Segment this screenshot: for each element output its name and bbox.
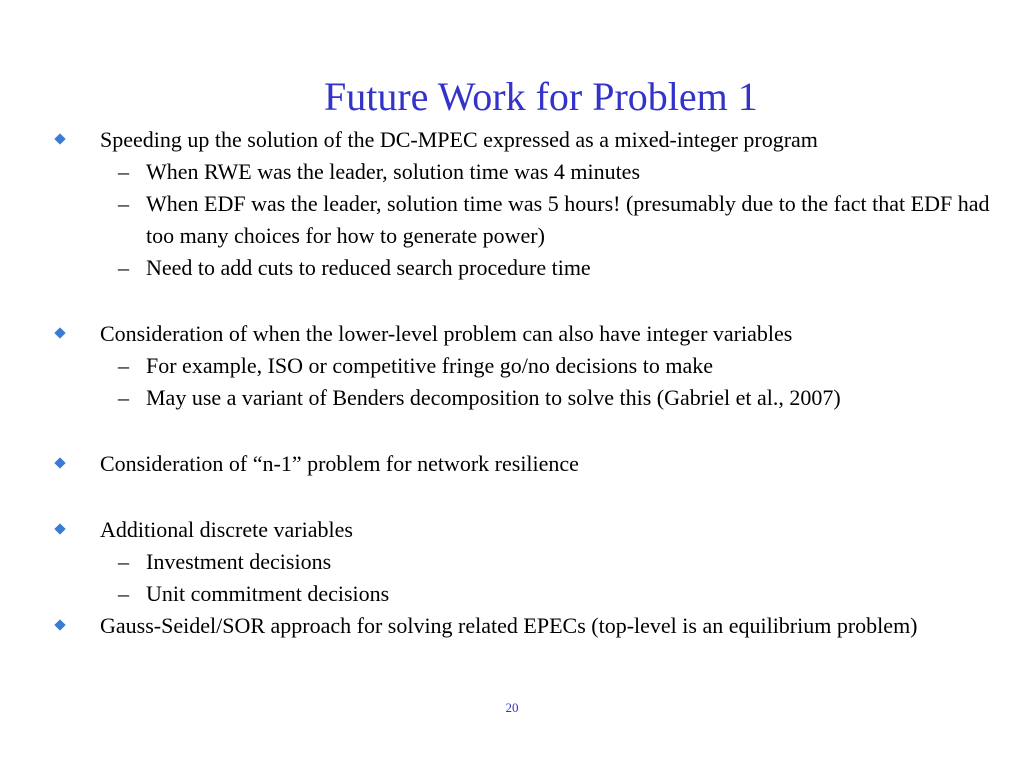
diamond-bullet-icon xyxy=(54,619,65,630)
page-number: 20 xyxy=(505,700,519,715)
bullet-text: Consideration of when the lower-level problem can also have integer variables xyxy=(100,321,793,346)
sub-bullet-item xyxy=(0,382,992,414)
sub-bullet-item xyxy=(0,578,992,610)
sub-bullet-item xyxy=(0,156,992,188)
bullet-list xyxy=(0,124,1024,642)
spacer xyxy=(0,284,1024,318)
bullet-item xyxy=(0,124,980,156)
spacer xyxy=(0,414,1024,448)
bullet-text: Consideration of “n-1” problem for network resilience xyxy=(100,451,579,476)
diamond-bullet-icon xyxy=(54,523,65,534)
dash-bullet-icon: – xyxy=(118,159,129,184)
slide-title: Future Work for Problem 1 xyxy=(324,74,758,119)
spacer xyxy=(0,480,1024,514)
bullet-text: Speeding up the solution of the DC-MPEC expressed as a mixed-integer program xyxy=(100,127,818,152)
sub-bullet-text: When EDF was the leader, solution time was 5 hours! (presumably due to the fact that EDF had too many choices for how to generate power) xyxy=(146,191,990,248)
diamond-bullet-icon xyxy=(54,327,65,338)
sub-bullet-item xyxy=(0,546,992,578)
sub-bullet-text: May use a variant of Benders decomposition to solve this (Gabriel et al., 2007) xyxy=(146,385,841,410)
sub-bullet-text: For example, ISO or competitive fringe go/no decisions to make xyxy=(146,353,713,378)
sub-bullet-text: Unit commitment decisions xyxy=(146,581,390,606)
sub-bullet-item xyxy=(0,188,992,252)
dash-bullet-icon: – xyxy=(118,581,129,606)
diamond-bullet-icon xyxy=(54,133,65,144)
dash-bullet-icon: – xyxy=(118,191,129,216)
sub-bullet-text: When RWE was the leader, solution time was 4 minutes xyxy=(146,159,641,184)
sub-bullet-text: Need to add cuts to reduced search procedure time xyxy=(146,255,591,280)
bullet-item xyxy=(0,610,980,642)
bullet-text: Gauss-Seidel/SOR approach for solving related EPECs (top-level is an equilibrium problem) xyxy=(100,613,918,638)
diamond-bullet-icon xyxy=(54,457,65,468)
dash-bullet-icon: – xyxy=(118,353,129,378)
bullet-item xyxy=(0,514,980,546)
bullet-text: Additional discrete variables xyxy=(100,517,353,542)
sub-bullet-item xyxy=(0,350,992,382)
dash-bullet-icon: – xyxy=(118,385,129,410)
sub-bullet-item xyxy=(0,252,992,284)
dash-bullet-icon: – xyxy=(118,549,129,574)
bullet-item xyxy=(0,318,980,350)
bullet-item xyxy=(0,448,980,480)
sub-bullet-text: Investment decisions xyxy=(146,549,332,574)
dash-bullet-icon: – xyxy=(118,255,129,280)
